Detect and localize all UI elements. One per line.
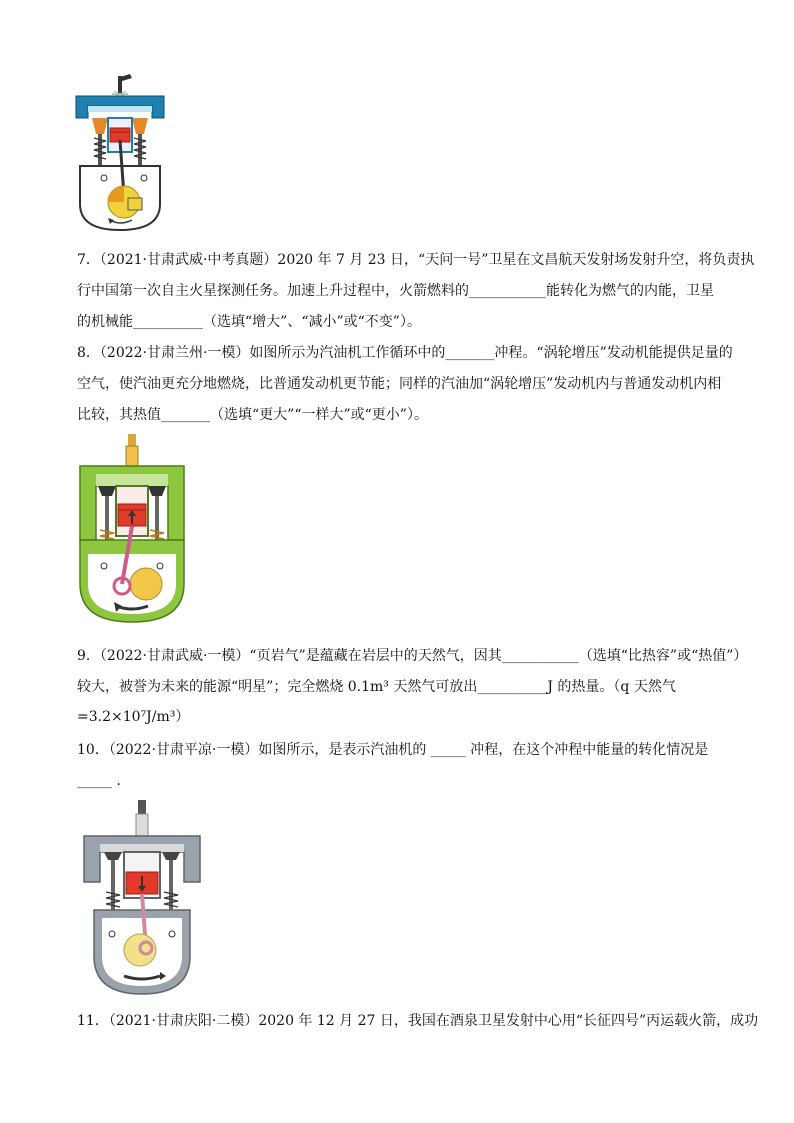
q7-line-1: 7．（2021·甘肃武威·中考真题）2020 年 7 月 23 日，“天问一号”卫星在文昌航天发射场发射升空，将负责执 — [77, 252, 755, 268]
q9-line-2: 较大，被誉为未来的能源“明星”；完全燃烧 0.1m³ 天然气可放出__________J 的热量。（q 天然气 — [77, 679, 676, 695]
engine-figure-2 — [76, 434, 188, 624]
q10-line-2: _____ ． — [77, 773, 131, 789]
q8-line-2: 空气，使汽油更充分地燃烧，比普通发动机更节能；同样的汽油加“涡轮增压”发动机内与普通发动机内相 — [77, 376, 722, 392]
q7-line-2: 行中国第一次自主火星探测任务。加速上升过程中，火箭燃料的___________能转化为燃气的内能，卫星 — [77, 283, 714, 299]
q11-line-1: 11．（2021·甘肃庆阳·二模）2020 年 12 月 27 日，我国在酒泉卫星发射中心用“长征四号”丙运载火箭，成功 — [77, 1013, 759, 1029]
q7-line-3: 的机械能__________（选填“增大”、“减小”或“不变”）。 — [77, 314, 421, 330]
engine-figure-3 — [82, 800, 202, 996]
engine-figure-1 — [74, 74, 166, 232]
q8-line-3: 比较，其热值_______（选填“更大”“一样大”或“更小”）。 — [77, 407, 428, 423]
q9-line-3: =3.2×10⁷J/m³） — [77, 709, 190, 725]
q9-line-1: 9．（2022·甘肃武威·一模）“页岩气”是蕴藏在岩层中的天然气，因其___________（选填“比热容”或“热值”） — [77, 648, 748, 664]
q8-line-1: 8．（2022·甘肃兰州·一模）如图所示为汽油机工作循环中的_______冲程。“涡轮增压”发动机能提供足量的 — [77, 345, 733, 361]
q10-line-1: 10．（2022·甘肃平凉·一模）如图所示，是表示汽油机的 _____ 冲程，在这个冲程中能量的转化情况是 — [77, 742, 709, 758]
